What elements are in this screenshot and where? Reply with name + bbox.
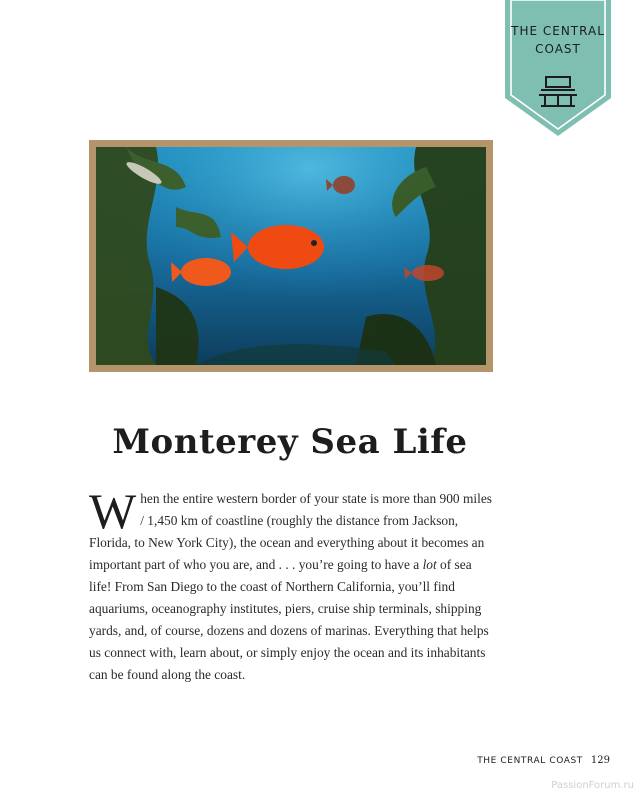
running-footer: [477, 755, 610, 766]
photo-frame: [89, 140, 493, 372]
watermark: PassionForum.ru: [551, 780, 634, 791]
body-text: [89, 483, 494, 686]
banner-line-1: THE CENTRAL: [511, 24, 605, 38]
page-number: 129: [590, 755, 610, 766]
drop-cap: W: [89, 483, 137, 539]
page-title: Monterey Sea Life: [112, 422, 468, 462]
body-text-part-1: hen the entire western border of your state is more than 900 miles / 1,450 km of coastline (roughly the distance from Jackson, Florida, to New York City), the ocean and everything about it becomes an important part of who you are, and . . . you’re going to have a: [89, 491, 492, 572]
section-banner: [503, 0, 613, 138]
garibaldi-fish-kelp-photo: [96, 147, 486, 365]
body-italic: lot: [422, 557, 437, 572]
footer-section: THE CENTRAL COAST: [477, 756, 583, 766]
body-text-part-2: of sea life! From San Diego to the coast of Northern California, you’ll find aquariums, oceanography institutes, piers, cruise ship terminals, shipping yards, and, of course, dozens and dozens of marinas. Everything that helps us connect with, learn about, or simply enjoy the ocean and its inhabitants can be found along the coast.: [89, 557, 489, 682]
banner-line-2: COAST: [535, 42, 581, 56]
body-paragraph: [89, 483, 494, 686]
pier-icon: [503, 0, 613, 138]
